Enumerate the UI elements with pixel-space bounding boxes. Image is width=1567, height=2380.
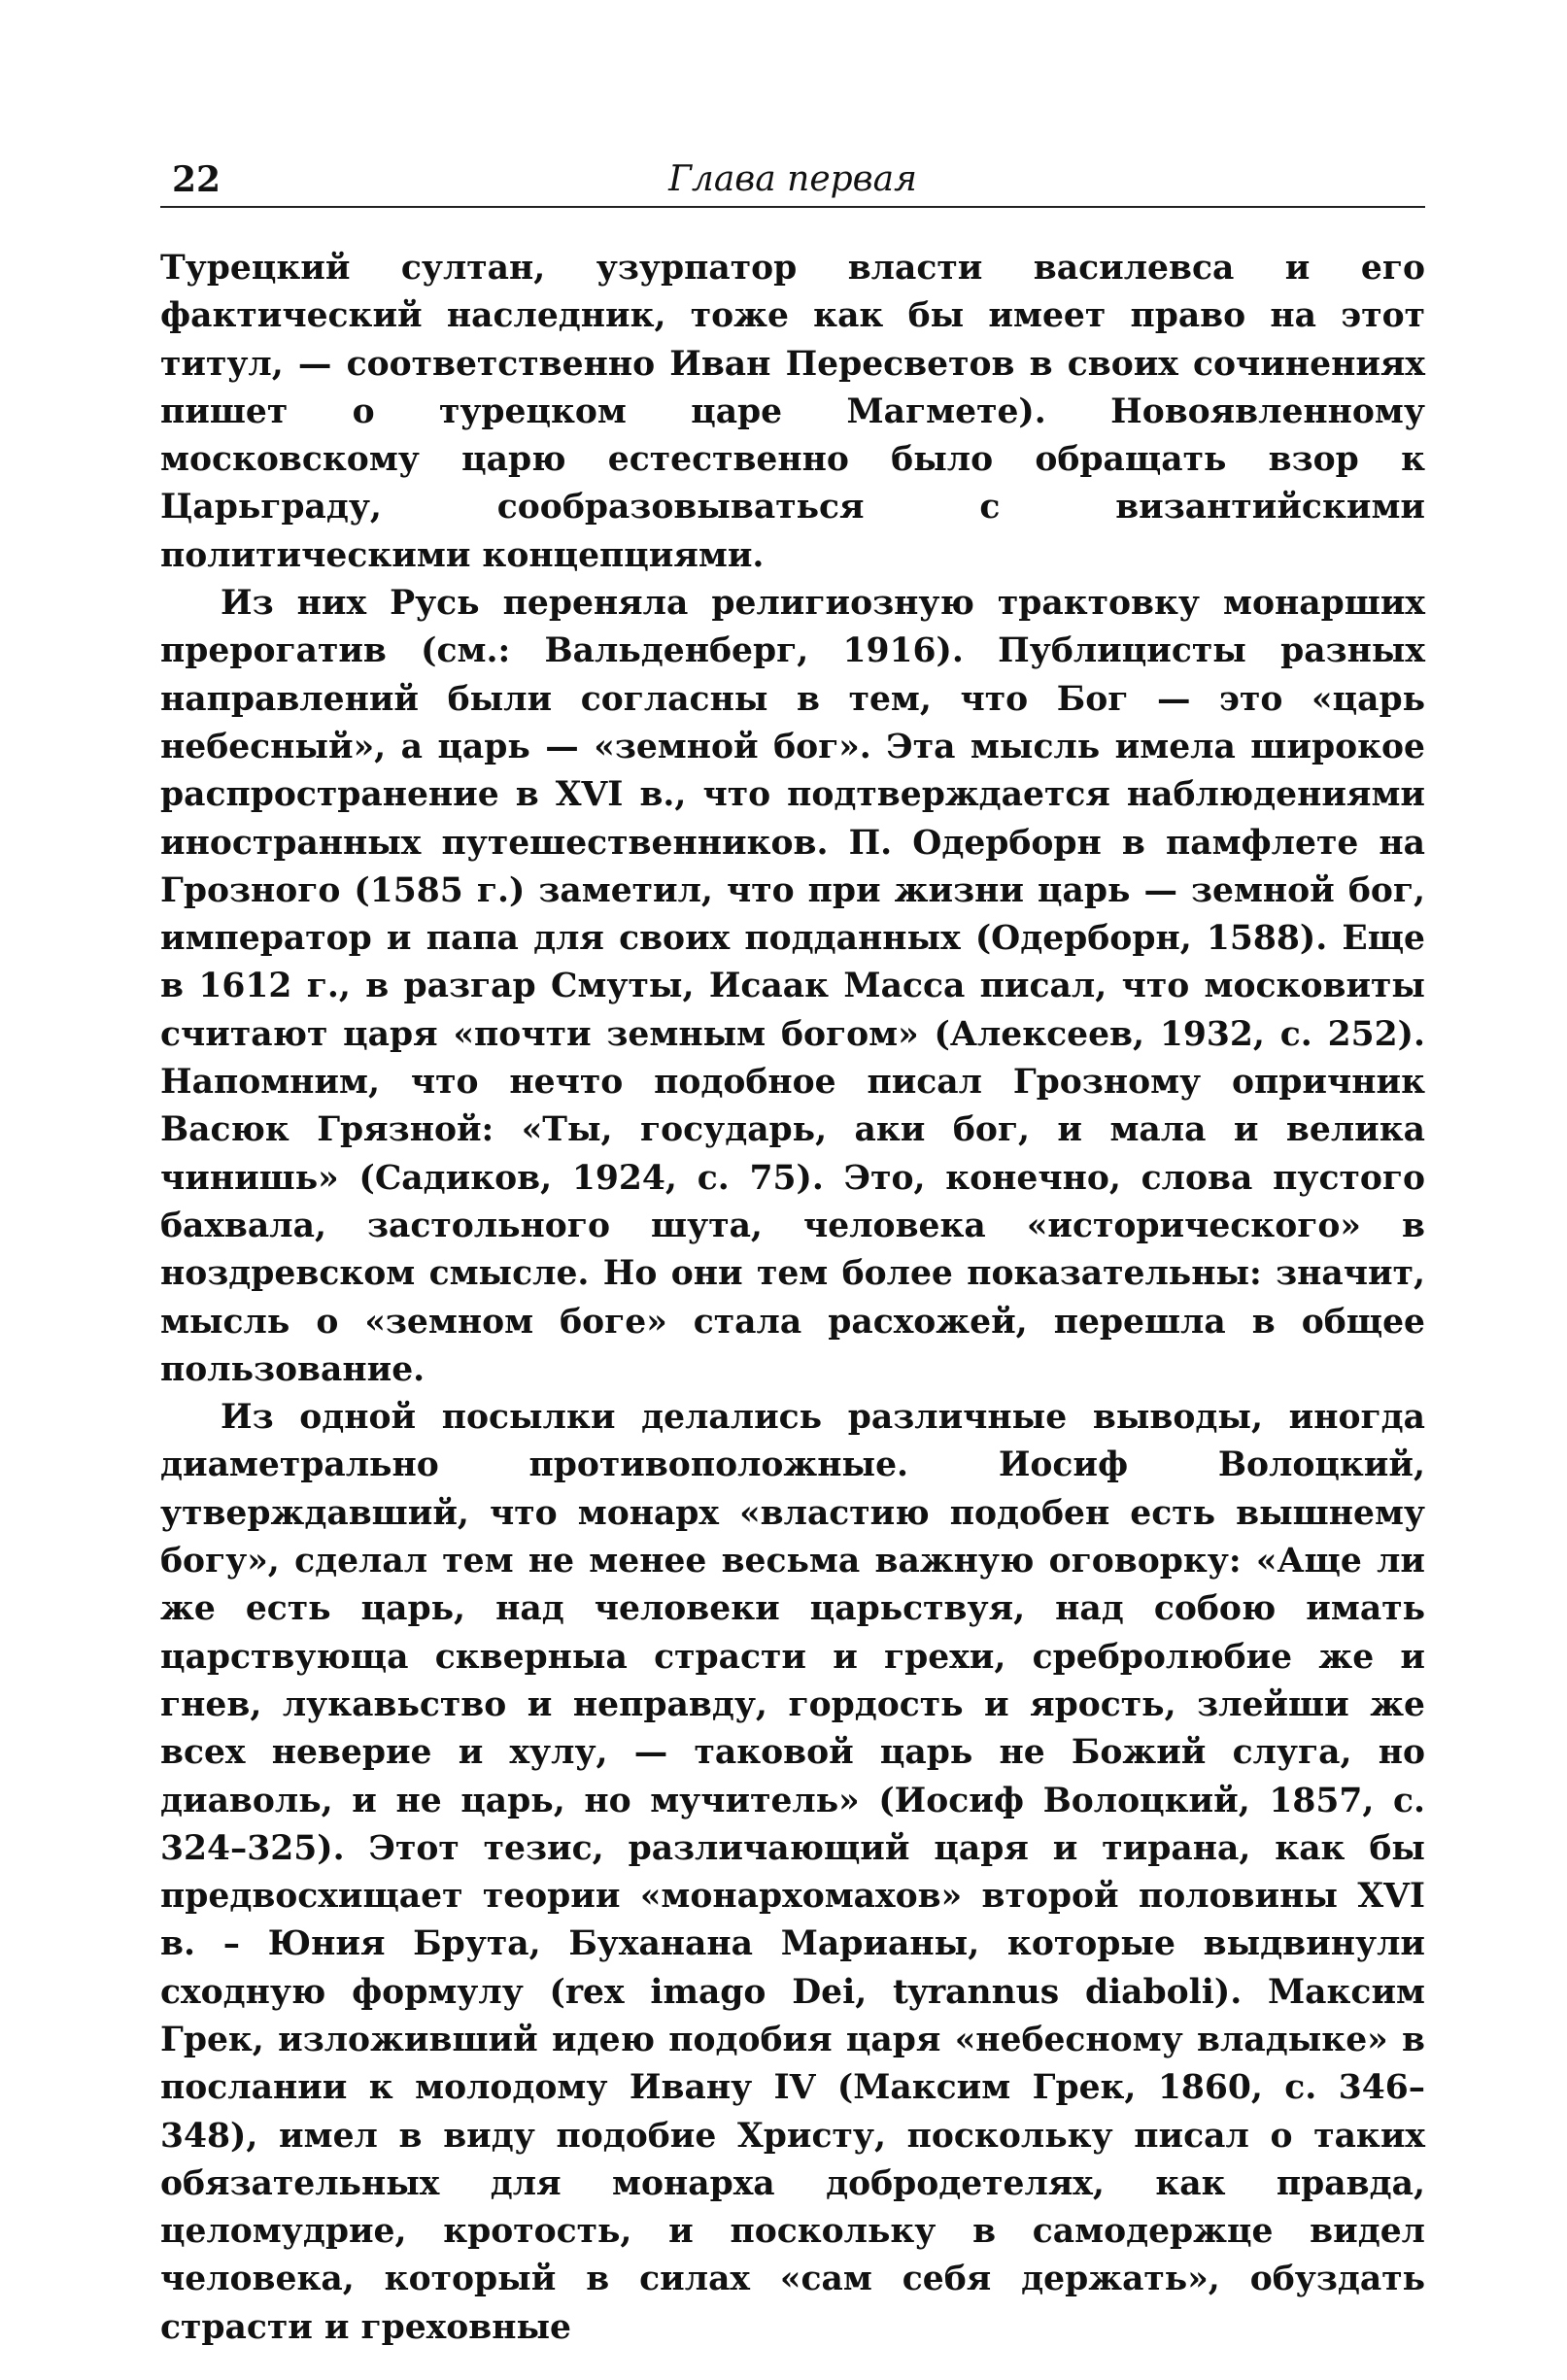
page-number: 22 [172,159,221,200]
body-text [160,245,1425,2352]
paragraph-continuation: Турецкий султан, узурпатор власти василевса и его фактический наследник, тоже как бы имеет право на этот титул, — соответственно Иван Пересветов в своих сочинениях пишет о турецком царе Магмете). Новоявленному московскому царю естественно было обращать взор к Царьграду, сообразовываться с византийскими политическими концепциями. [160,249,1425,575]
paragraph: Из одной посылки делались различные выводы, иногда диаметрально противоположные. Иосиф Волоцкий, утверждавший, что монарх «властию подобен есть вышнему богу», сделал тем не менее весьма важную оговорку: «Аще ли же есть царь, над человеки царьствуя, над собою имать царствующа скверныа страсти и грехи, сребролюбие же и гнев, лукавьство и неправду, гордость и ярость, злейши же всех неверие и хулу, — таковой царь не Божий слуга, но диаволь, и не царь, но мучитель» (Иосиф Волоцкий, 1857, с. 324–325). Этот тезис, различающий царя и тирана, как бы предвосхищает теории «монархомахов» второй половины XVI в. – Юния Брута, Буханана Марианы, которые выдвинули сходную формулу (rex imago Dei, tyrannus diaboli). Максим Грек, изложивший идею подобия царя «небесному владыке» в послании к молодому Ивану IV (Максим Грек, 1860, с. 346–348), имел в виду подобие Христу, поскольку писал о таких обязательных для монарха добродетелях, как правда, целомудрие, кротость, и поскольку в самодержце видел человека, который в силах «сам себя держать», обуздать страсти и греховные [160,1398,1425,2347]
chapter-title: Глава первая [668,159,917,199]
book-page [160,146,1425,2352]
paragraph: Из них Русь переняла религиозную трактовку монарших прерогатив (см.: Вальденберг, 1916). Публицисты разных направлений были согласны в тем, что Бог — это «царь небесный», а царь — «земной бог». Эта мысль имела широкое распространение в XVI в., что подтверждается наблюдениями иностранных путешественников. П. Одерборн в памфлете на Грозного (1585 г.) заметил, что при жизни царь — земной бог, император и папа для своих подданных (Одерборн, 1588). Еще в 1612 г., в разгар Смуты, Исаак Масса писал, что московиты считают царя «почти земным богом» (Алексеев, 1932, с. 252). Напомним, что нечто подобное писал Грозному опричник Васюк Грязной: «Ты, государь, аки бог, и мала и велика чинишь» (Садиков, 1924, с. 75). Это, конечно, слова пустого бахвала, застольного шута, человека «исторического» в ноздревском смысле. Но они тем более показательны: значит, мысль о «земном боге» стала расхожей, перешла в общее пользование. [160,584,1425,1389]
running-header [160,146,1425,208]
